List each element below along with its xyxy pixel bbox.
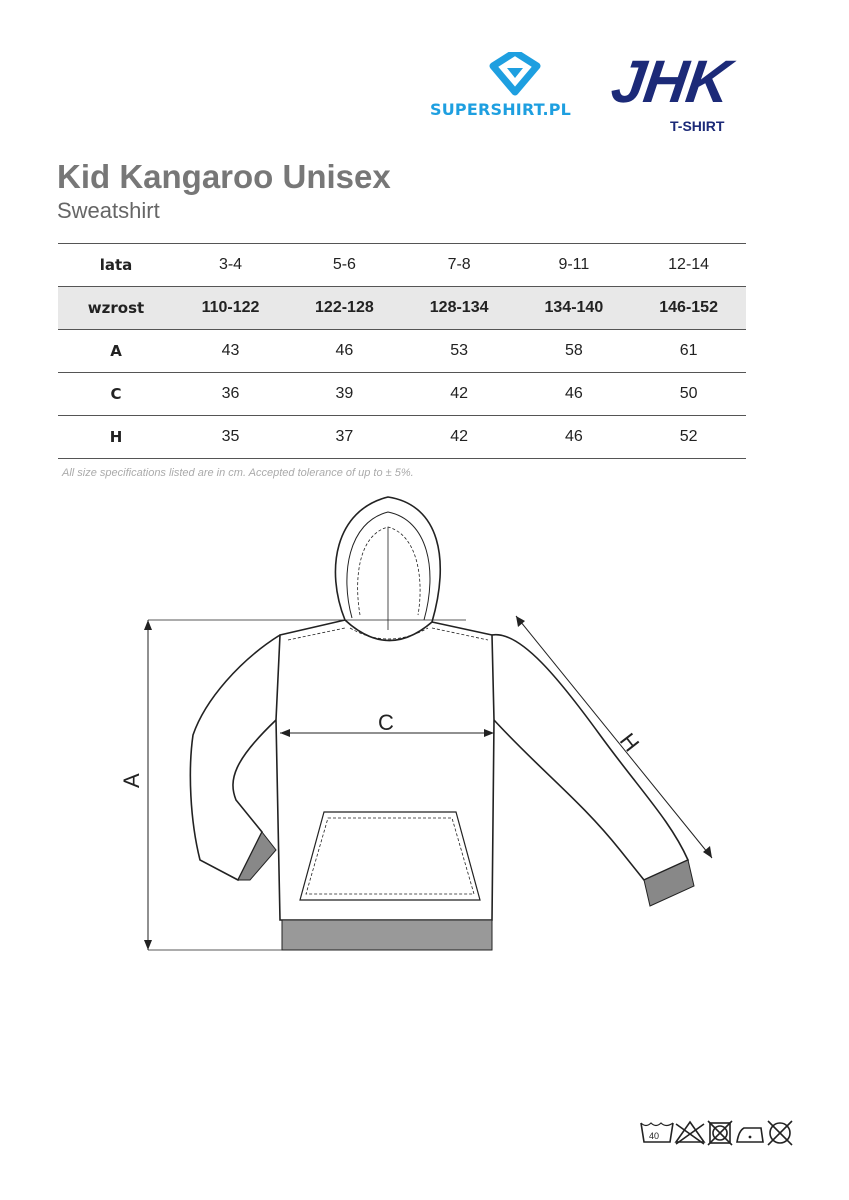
table-cell: 12-14 [631,244,746,287]
neck-line [345,620,432,641]
supershirt-wordmark: SUPERSHIRT.PL [430,100,572,119]
table-cell: 58 [517,330,632,373]
product-title: Kid Kangaroo Unisex [57,158,391,195]
row-header: lata [58,244,174,287]
table-row [58,244,746,287]
hood-lining [358,527,420,615]
right-sleeve [492,635,688,880]
table-cell: 134-140 [517,287,632,330]
table-cell: 50 [631,373,746,416]
table-cell: 46 [287,330,402,373]
no-tumble-dry-icon [708,1121,732,1145]
wash-40-icon [641,1123,673,1142]
hoodie-diagram [0,490,849,970]
table-cell: 5-6 [287,244,402,287]
jhk-subtitle: T-SHIRT [670,118,725,134]
care-symbols [640,1118,800,1148]
table-cell: 37 [287,416,402,459]
table-cell: 128-134 [402,287,517,330]
table-cell: 52 [631,416,746,459]
table-cell: 36 [174,373,287,416]
table-cell: 3-4 [174,244,287,287]
kangaroo-pocket [300,812,480,900]
jhk-wordmark: JHK [607,48,734,115]
measure-label-a: A [119,773,144,788]
product-subtitle: Sweatshirt [57,198,160,223]
size-table [58,243,746,459]
table-cell: 61 [631,330,746,373]
waistband [282,920,492,950]
no-dry-clean-icon [768,1121,792,1145]
measure-label-c: C [378,710,394,735]
no-bleach-icon [676,1122,704,1144]
row-header: wzrost [58,287,174,330]
table-cell: 7-8 [402,244,517,287]
tolerance-note: All size specifications listed are in cm. Accepted tolerance of up to ± 5%. [62,467,414,479]
supershirt-logo [430,52,600,122]
table-cell: 46 [517,416,632,459]
row-header: H [58,416,174,459]
table-cell: 42 [402,416,517,459]
iron-icon [737,1128,763,1142]
table-row [58,330,746,373]
table-row [58,287,746,330]
table-cell: 9-11 [517,244,632,287]
table-cell: 53 [402,330,517,373]
measure-label-h: H [614,728,645,757]
table-row [58,416,746,459]
table-cell: 122-128 [287,287,402,330]
right-cuff [644,860,694,906]
diamond-logo-icon [485,52,545,98]
row-header: C [58,373,174,416]
jhk-logo [607,48,772,142]
wash-temp-label: 40 [649,1131,660,1141]
table-cell: 110-122 [174,287,287,330]
left-cuff [238,832,276,880]
table-cell: 146-152 [631,287,746,330]
table-cell: 42 [402,373,517,416]
table-cell: 35 [174,416,287,459]
table-cell: 46 [517,373,632,416]
row-header: A [58,330,174,373]
table-cell: 43 [174,330,287,373]
table-row [58,373,746,416]
body-outline [276,620,494,920]
table-cell: 39 [287,373,402,416]
